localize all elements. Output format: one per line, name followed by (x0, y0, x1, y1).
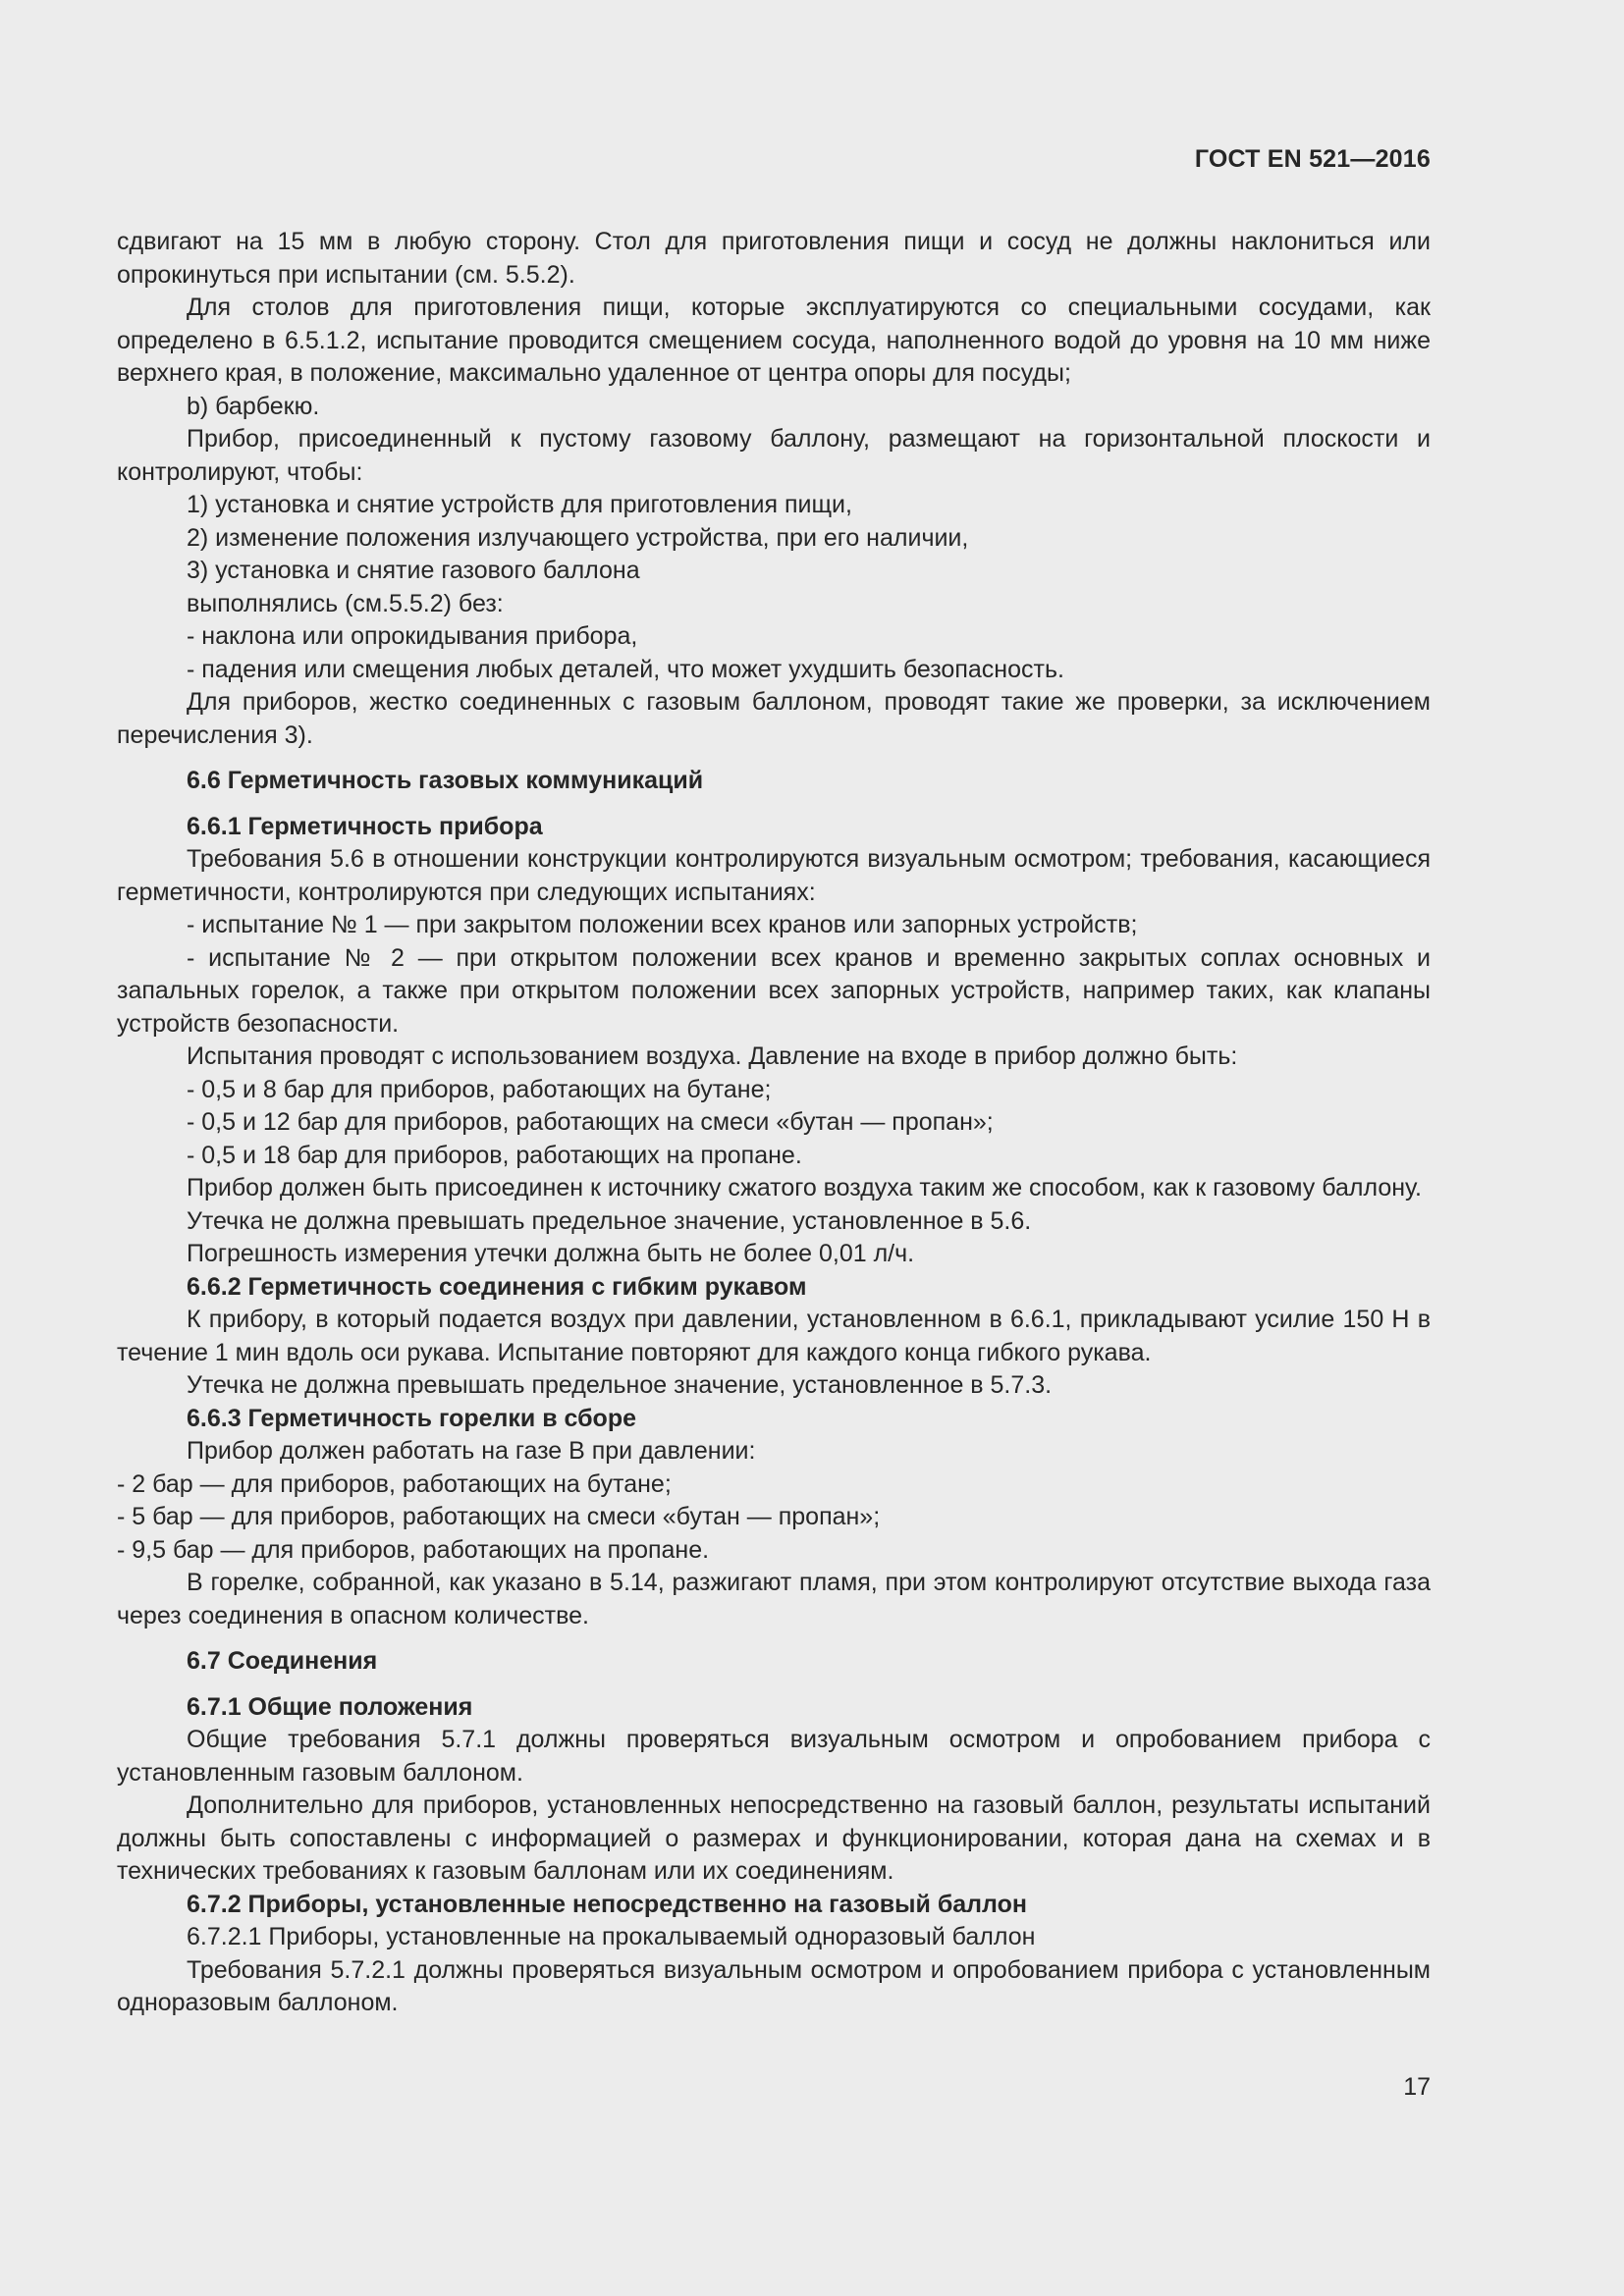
paragraph: Для приборов, жестко соединенных с газовым баллоном, проводят такие же проверки, за исключением перечисления 3). (117, 688, 1431, 749)
subsection-heading: 6.7.1 Общие положения (187, 1692, 473, 1721)
list-item: - 9,5 бар — для приборов, работающих на пропане. (117, 1535, 710, 1564)
document-code-header: ГОСТ EN 521—2016 (1194, 145, 1431, 173)
subsection-heading: 6.7.2 Приборы, установленные непосредственно на газовый баллон (187, 1890, 1027, 1918)
list-item: 2) изменение положения излучающего устройства, при его наличии, (187, 523, 969, 552)
paragraph: Испытания проводят с использованием воздуха. Давление на входе в прибор должно быть: (187, 1042, 1238, 1070)
list-item: - испытание № 1 — при закрытом положении всех кранов или запорных устройств; (187, 911, 1138, 938)
clause-heading: 6.7.2.1 Приборы, установленные на прокалываемый одноразовый баллон (187, 1923, 1036, 1950)
paragraph: Для столов для приготовления пищи, которые эксплуатируются со специальными сосудами, как определено в 6.5.1.2, испытание проводится смещением сосуда, наполненного водой до уровня на 10 мм ниже верхнего края, в положение, максимально удаленное от центра опоры для посуды; (117, 294, 1431, 387)
paragraph: сдвигают на 15 мм в любую сторону. Стол для приготовления пищи и сосуд не должны наклониться или опрокинуться при испытании (см. 5.5.2). (117, 228, 1431, 289)
paragraph: Общие требования 5.7.1 должны проверяться визуальным осмотром и опробованием прибора с установленным газовым баллоном. (117, 1726, 1431, 1787)
page-number: 17 (1403, 2073, 1431, 2101)
list-item: - 2 бар — для приборов, работающих на бутане; (117, 1469, 672, 1498)
paragraph: Прибор, присоединенный к пустому газовому баллону, размещают на горизонтальной плоскости и контролируют, чтобы: (117, 425, 1431, 486)
list-item: - 0,5 и 12 бар для приборов, работающих на смеси «бутан — пропан»; (187, 1108, 994, 1136)
subsection-heading: 6.6.3 Герметичность горелки в сборе (187, 1404, 637, 1432)
paragraph: Прибор должен работать на газе В при давлении: (187, 1437, 756, 1465)
paragraph: В горелке, собранной, как указано в 5.14, разжигают пламя, при этом контролируют отсутствие выхода газа через соединения в опасном количестве. (117, 1569, 1431, 1629)
list-item: - наклона или опрокидывания прибора, (187, 622, 638, 650)
list-item: 3) установка и снятие газового баллона (187, 557, 640, 584)
list-item: - испытание № 2 — при открытом положении всех кранов и временно закрытых соплах основных и запальных горелок, а также при открытом положении всех запорных устройств, например таких, как клапаны устройств безопасности. (117, 943, 1431, 1038)
subsection-heading: 6.6.2 Герметичность соединения с гибким рукавом (187, 1272, 807, 1301)
paragraph: Утечка не должна превышать предельное значение, установленное в 5.6. (187, 1206, 1032, 1235)
paragraph: Прибор должен быть присоединен к источнику сжатого воздуха таким же способом, как к газовому баллону. (187, 1174, 1422, 1201)
paragraph: Требования 5.6 в отношении конструкции контролируются визуальным осмотром; требования, касающиеся герметичности, контролируются при следующих испытаниях: (117, 845, 1431, 906)
list-item: - 0,5 и 18 бар для приборов, работающих на пропане. (187, 1141, 802, 1169)
subsection-heading: 6.6.1 Герметичность прибора (187, 812, 543, 840)
paragraph: выполнялись (см.5.5.2) без: (187, 589, 504, 617)
document-body (117, 226, 1431, 2020)
paragraph: Погрешность измерения утечки должна быть не более 0,01 л/ч. (187, 1240, 915, 1267)
section-heading: 6.6 Герметичность газовых коммуникаций (187, 767, 704, 794)
list-item: - 0,5 и 8 бар для приборов, работающих на бутане; (187, 1075, 772, 1103)
paragraph: Дополнительно для приборов, установленных непосредственно на газовый баллон, результаты испытаний должны быть сопоставлены с информацией о размерах и функционировании, которая дана на схемах и в технических требованиях к газовым баллонам или их соединениям. (117, 1791, 1431, 1885)
list-item: 1) установка и снятие устройств для приготовления пищи, (187, 491, 852, 518)
list-item: b) барбекю. (187, 392, 320, 420)
paragraph: К прибору, в который подается воздух при давлении, установленном в 6.6.1, прикладывают усилие 150 Н в течение 1 мин вдоль оси рукава. Испытание повторяют для каждого конца гибкого рукава. (117, 1306, 1431, 1366)
paragraph: Утечка не должна превышать предельное значение, установленное в 5.7.3. (187, 1371, 1053, 1399)
paragraph: Требования 5.7.2.1 должны проверяться визуальным осмотром и опробованием прибора с установленным одноразовым баллоном. (117, 1955, 1431, 2016)
list-item: - 5 бар — для приборов, работающих на смеси «бутан — пропан»; (117, 1503, 881, 1530)
list-item: - падения или смещения любых деталей, что может ухудшить безопасность. (187, 655, 1064, 683)
section-heading: 6.7 Соединения (187, 1647, 378, 1675)
